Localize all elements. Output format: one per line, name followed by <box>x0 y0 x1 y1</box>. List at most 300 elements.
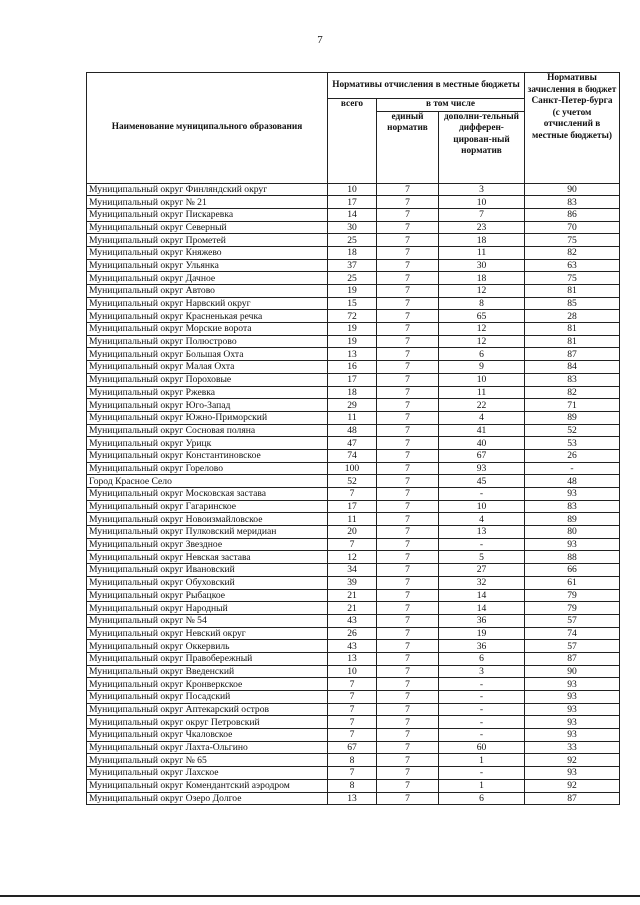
cell-additional-norm: - <box>439 767 525 780</box>
cell-single-norm: 7 <box>377 741 439 754</box>
cell-single-norm: 7 <box>377 779 439 792</box>
cell-spb-budget-norm: 81 <box>525 335 620 348</box>
cell-additional-norm: 14 <box>439 589 525 602</box>
cell-single-norm: 7 <box>377 526 439 539</box>
cell-spb-budget-norm: 79 <box>525 602 620 615</box>
cell-municipality-name: Муниципальный округ Ульянка <box>87 259 328 272</box>
table-row <box>87 285 620 298</box>
cell-single-norm: 7 <box>377 564 439 577</box>
cell-single-norm: 7 <box>377 310 439 323</box>
cell-municipality-name: Муниципальный округ Звездное <box>87 538 328 551</box>
cell-municipality-name: Муниципальный округ Пулковский меридиан <box>87 526 328 539</box>
cell-single-norm: 7 <box>377 513 439 526</box>
cell-municipality-name: Муниципальный округ Новоизмайловское <box>87 513 328 526</box>
table-row <box>87 449 620 462</box>
cell-single-norm: 7 <box>377 399 439 412</box>
cell-spb-budget-norm: 26 <box>525 449 620 462</box>
cell-total-norm: 18 <box>328 246 377 259</box>
cell-additional-norm: 41 <box>439 424 525 437</box>
cell-total-norm: 19 <box>328 335 377 348</box>
cell-municipality-name: Муниципальный округ Пороховые <box>87 373 328 386</box>
cell-single-norm: 7 <box>377 678 439 691</box>
cell-additional-norm: 1 <box>439 754 525 767</box>
cell-municipality-name: Муниципальный округ Рыбацкое <box>87 589 328 602</box>
table-row <box>87 576 620 589</box>
table-row <box>87 538 620 551</box>
cell-total-norm: 30 <box>328 221 377 234</box>
cell-municipality-name: Муниципальный округ Ржевка <box>87 386 328 399</box>
cell-municipality-name: Муниципальный округ Прометей <box>87 234 328 247</box>
cell-spb-budget-norm: 92 <box>525 779 620 792</box>
cell-municipality-name: Муниципальный округ Гагаринское <box>87 500 328 513</box>
cell-single-norm: 7 <box>377 614 439 627</box>
cell-spb-budget-norm: 93 <box>525 538 620 551</box>
cell-single-norm: 7 <box>377 373 439 386</box>
cell-total-norm: 19 <box>328 323 377 336</box>
cell-spb-budget-norm: 48 <box>525 475 620 488</box>
cell-total-norm: 19 <box>328 285 377 298</box>
table-row <box>87 246 620 259</box>
cell-single-norm: 7 <box>377 272 439 285</box>
cell-additional-norm: 14 <box>439 602 525 615</box>
cell-total-norm: 8 <box>328 779 377 792</box>
cell-total-norm: 10 <box>328 183 377 196</box>
table-row <box>87 335 620 348</box>
table-row <box>87 437 620 450</box>
budget-norms-table <box>86 72 620 805</box>
table-row <box>87 462 620 475</box>
page-number: 7 <box>317 34 323 46</box>
cell-total-norm: 39 <box>328 576 377 589</box>
cell-single-norm: 7 <box>377 335 439 348</box>
cell-additional-norm: - <box>439 538 525 551</box>
cell-additional-norm: 10 <box>439 500 525 513</box>
cell-total-norm: 7 <box>328 716 377 729</box>
table-row <box>87 208 620 221</box>
table-row <box>87 361 620 374</box>
cell-total-norm: 17 <box>328 373 377 386</box>
cell-total-norm: 7 <box>328 729 377 742</box>
cell-total-norm: 21 <box>328 602 377 615</box>
table-row <box>87 234 620 247</box>
cell-municipality-name: Муниципальный округ округ Петровский <box>87 716 328 729</box>
cell-municipality-name: Муниципальный округ Сосновая поляна <box>87 424 328 437</box>
table-row <box>87 703 620 716</box>
cell-total-norm: 16 <box>328 361 377 374</box>
cell-spb-budget-norm: 84 <box>525 361 620 374</box>
cell-municipality-name: Муниципальный округ № 54 <box>87 614 328 627</box>
table-row <box>87 678 620 691</box>
table-row <box>87 627 620 640</box>
cell-total-norm: 15 <box>328 297 377 310</box>
cell-additional-norm: 10 <box>439 196 525 209</box>
cell-total-norm: 7 <box>328 678 377 691</box>
cell-single-norm: 7 <box>377 437 439 450</box>
cell-total-norm: 10 <box>328 665 377 678</box>
cell-municipality-name: Муниципальный округ Аптекарский остров <box>87 703 328 716</box>
cell-additional-norm: - <box>439 488 525 501</box>
table-row <box>87 551 620 564</box>
cell-additional-norm: 7 <box>439 208 525 221</box>
table-row <box>87 310 620 323</box>
cell-municipality-name: Муниципальный округ Пискаревка <box>87 208 328 221</box>
table-row <box>87 475 620 488</box>
cell-spb-budget-norm: 53 <box>525 437 620 450</box>
cell-total-norm: 67 <box>328 741 377 754</box>
cell-municipality-name: Муниципальный округ Лахское <box>87 767 328 780</box>
cell-total-norm: 18 <box>328 386 377 399</box>
header-total: всего <box>328 99 377 184</box>
table-row <box>87 767 620 780</box>
cell-total-norm: 43 <box>328 614 377 627</box>
cell-total-norm: 7 <box>328 703 377 716</box>
cell-total-norm: 48 <box>328 424 377 437</box>
cell-single-norm: 7 <box>377 475 439 488</box>
cell-additional-norm: 12 <box>439 323 525 336</box>
header-municipality-name: Наименование муниципального образования <box>87 73 328 184</box>
header-additional-norm: дополни-тельный дифферен-цирован-ный норматив <box>439 111 525 183</box>
cell-single-norm: 7 <box>377 424 439 437</box>
cell-additional-norm: 45 <box>439 475 525 488</box>
cell-municipality-name: Муниципальный округ Московская застава <box>87 488 328 501</box>
cell-total-norm: 8 <box>328 754 377 767</box>
header-spb-budget-norms: Нормативы зачисления в бюджет Санкт-Петер-бурга (с учетом отчислений в местные бюджеты) <box>525 73 620 184</box>
table-row <box>87 526 620 539</box>
table-row <box>87 741 620 754</box>
table-row <box>87 500 620 513</box>
cell-single-norm: 7 <box>377 729 439 742</box>
cell-additional-norm: 6 <box>439 652 525 665</box>
cell-additional-norm: 27 <box>439 564 525 577</box>
cell-additional-norm: 3 <box>439 665 525 678</box>
cell-total-norm: 25 <box>328 272 377 285</box>
cell-municipality-name: Муниципальный округ Нарвский округ <box>87 297 328 310</box>
cell-spb-budget-norm: 71 <box>525 399 620 412</box>
table-row <box>87 652 620 665</box>
cell-spb-budget-norm: 66 <box>525 564 620 577</box>
cell-single-norm: 7 <box>377 602 439 615</box>
cell-municipality-name: Муниципальный округ Введенский <box>87 665 328 678</box>
cell-municipality-name: Муниципальный округ Лахта-Ольгино <box>87 741 328 754</box>
cell-total-norm: 13 <box>328 652 377 665</box>
cell-additional-norm: 11 <box>439 386 525 399</box>
cell-single-norm: 7 <box>377 259 439 272</box>
cell-total-norm: 13 <box>328 792 377 805</box>
cell-municipality-name: Муниципальный округ Красненькая речка <box>87 310 328 323</box>
cell-single-norm: 7 <box>377 576 439 589</box>
table-row <box>87 399 620 412</box>
cell-total-norm: 13 <box>328 348 377 361</box>
cell-spb-budget-norm: 82 <box>525 386 620 399</box>
cell-spb-budget-norm: - <box>525 462 620 475</box>
cell-total-norm: 12 <box>328 551 377 564</box>
cell-single-norm: 7 <box>377 348 439 361</box>
table-row <box>87 729 620 742</box>
cell-single-norm: 7 <box>377 551 439 564</box>
cell-additional-norm: 12 <box>439 285 525 298</box>
cell-municipality-name: Муниципальный округ Княжево <box>87 246 328 259</box>
cell-total-norm: 17 <box>328 500 377 513</box>
cell-spb-budget-norm: 87 <box>525 348 620 361</box>
cell-single-norm: 7 <box>377 297 439 310</box>
cell-municipality-name: Город Красное Село <box>87 475 328 488</box>
cell-additional-norm: 1 <box>439 779 525 792</box>
cell-spb-budget-norm: 83 <box>525 500 620 513</box>
header-single-norm: единый норматив <box>377 111 439 183</box>
cell-spb-budget-norm: 57 <box>525 614 620 627</box>
cell-single-norm: 7 <box>377 234 439 247</box>
cell-single-norm: 7 <box>377 703 439 716</box>
cell-municipality-name: Муниципальный округ Горелово <box>87 462 328 475</box>
cell-single-norm: 7 <box>377 196 439 209</box>
cell-single-norm: 7 <box>377 323 439 336</box>
cell-additional-norm: 9 <box>439 361 525 374</box>
cell-single-norm: 7 <box>377 361 439 374</box>
cell-municipality-name: Муниципальный округ Малая Охта <box>87 361 328 374</box>
cell-additional-norm: 12 <box>439 335 525 348</box>
cell-additional-norm: 40 <box>439 437 525 450</box>
cell-additional-norm: 11 <box>439 246 525 259</box>
cell-spb-budget-norm: 75 <box>525 272 620 285</box>
cell-spb-budget-norm: 28 <box>525 310 620 323</box>
cell-additional-norm: 65 <box>439 310 525 323</box>
table-row <box>87 348 620 361</box>
cell-single-norm: 7 <box>377 183 439 196</box>
cell-total-norm: 11 <box>328 513 377 526</box>
cell-single-norm: 7 <box>377 665 439 678</box>
cell-spb-budget-norm: 89 <box>525 513 620 526</box>
cell-single-norm: 7 <box>377 640 439 653</box>
cell-spb-budget-norm: 57 <box>525 640 620 653</box>
cell-additional-norm: 18 <box>439 234 525 247</box>
cell-municipality-name: Муниципальный округ Урицк <box>87 437 328 450</box>
cell-single-norm: 7 <box>377 754 439 767</box>
cell-additional-norm: 60 <box>439 741 525 754</box>
cell-spb-budget-norm: 93 <box>525 729 620 742</box>
cell-spb-budget-norm: 93 <box>525 678 620 691</box>
cell-spb-budget-norm: 93 <box>525 767 620 780</box>
cell-municipality-name: Муниципальный округ Полюстрово <box>87 335 328 348</box>
cell-additional-norm: - <box>439 691 525 704</box>
cell-total-norm: 20 <box>328 526 377 539</box>
cell-total-norm: 37 <box>328 259 377 272</box>
cell-additional-norm: 3 <box>439 183 525 196</box>
cell-single-norm: 7 <box>377 627 439 640</box>
cell-additional-norm: - <box>439 729 525 742</box>
bottom-rule <box>0 895 640 897</box>
table-row <box>87 513 620 526</box>
cell-additional-norm: 4 <box>439 513 525 526</box>
cell-additional-norm: 32 <box>439 576 525 589</box>
cell-municipality-name: Муниципальный округ Дачное <box>87 272 328 285</box>
table-row <box>87 323 620 336</box>
header-local-budget-norms: Нормативы отчисления в местные бюджеты <box>328 73 525 99</box>
cell-municipality-name: Муниципальный округ № 65 <box>87 754 328 767</box>
table-row <box>87 259 620 272</box>
cell-additional-norm: 23 <box>439 221 525 234</box>
cell-single-norm: 7 <box>377 691 439 704</box>
cell-municipality-name: Муниципальный округ Обуховский <box>87 576 328 589</box>
cell-total-norm: 43 <box>328 640 377 653</box>
table-row <box>87 614 620 627</box>
cell-spb-budget-norm: 79 <box>525 589 620 602</box>
table-row <box>87 221 620 234</box>
cell-municipality-name: Муниципальный округ Народный <box>87 602 328 615</box>
cell-spb-budget-norm: 85 <box>525 297 620 310</box>
cell-total-norm: 74 <box>328 449 377 462</box>
table-row <box>87 589 620 602</box>
table-row <box>87 792 620 805</box>
cell-total-norm: 72 <box>328 310 377 323</box>
cell-single-norm: 7 <box>377 246 439 259</box>
cell-single-norm: 7 <box>377 589 439 602</box>
cell-spb-budget-norm: 87 <box>525 652 620 665</box>
cell-municipality-name: Муниципальный округ Автово <box>87 285 328 298</box>
cell-total-norm: 14 <box>328 208 377 221</box>
table-row <box>87 183 620 196</box>
cell-total-norm: 7 <box>328 767 377 780</box>
cell-total-norm: 47 <box>328 437 377 450</box>
cell-municipality-name: Муниципальный округ Финляндский округ <box>87 183 328 196</box>
cell-municipality-name: Муниципальный округ Посадский <box>87 691 328 704</box>
cell-additional-norm: 36 <box>439 614 525 627</box>
cell-total-norm: 25 <box>328 234 377 247</box>
cell-spb-budget-norm: 61 <box>525 576 620 589</box>
cell-additional-norm: 4 <box>439 411 525 424</box>
cell-spb-budget-norm: 87 <box>525 792 620 805</box>
cell-single-norm: 7 <box>377 285 439 298</box>
cell-spb-budget-norm: 83 <box>525 196 620 209</box>
cell-additional-norm: 36 <box>439 640 525 653</box>
cell-spb-budget-norm: 89 <box>525 411 620 424</box>
table-row <box>87 754 620 767</box>
cell-total-norm: 11 <box>328 411 377 424</box>
cell-single-norm: 7 <box>377 488 439 501</box>
cell-spb-budget-norm: 93 <box>525 691 620 704</box>
cell-additional-norm: 30 <box>439 259 525 272</box>
cell-municipality-name: Муниципальный округ Константиновское <box>87 449 328 462</box>
cell-spb-budget-norm: 93 <box>525 488 620 501</box>
table-row <box>87 386 620 399</box>
table-row <box>87 373 620 386</box>
cell-total-norm: 17 <box>328 196 377 209</box>
cell-single-norm: 7 <box>377 538 439 551</box>
cell-spb-budget-norm: 90 <box>525 665 620 678</box>
table-row <box>87 297 620 310</box>
cell-spb-budget-norm: 52 <box>525 424 620 437</box>
cell-spb-budget-norm: 81 <box>525 285 620 298</box>
cell-additional-norm: 19 <box>439 627 525 640</box>
cell-municipality-name: Муниципальный округ Ивановский <box>87 564 328 577</box>
cell-single-norm: 7 <box>377 221 439 234</box>
table-row <box>87 564 620 577</box>
cell-total-norm: 21 <box>328 589 377 602</box>
cell-municipality-name: Муниципальный округ Комендантский аэродром <box>87 779 328 792</box>
cell-spb-budget-norm: 82 <box>525 246 620 259</box>
cell-total-norm: 26 <box>328 627 377 640</box>
cell-additional-norm: 6 <box>439 792 525 805</box>
cell-total-norm: 100 <box>328 462 377 475</box>
cell-total-norm: 52 <box>328 475 377 488</box>
cell-additional-norm: - <box>439 703 525 716</box>
cell-additional-norm: 8 <box>439 297 525 310</box>
cell-additional-norm: 67 <box>439 449 525 462</box>
cell-spb-budget-norm: 81 <box>525 323 620 336</box>
cell-spb-budget-norm: 83 <box>525 373 620 386</box>
cell-single-norm: 7 <box>377 449 439 462</box>
cell-municipality-name: Муниципальный округ Кронверкское <box>87 678 328 691</box>
cell-total-norm: 29 <box>328 399 377 412</box>
cell-municipality-name: Муниципальный округ Невская застава <box>87 551 328 564</box>
cell-single-norm: 7 <box>377 411 439 424</box>
cell-spb-budget-norm: 88 <box>525 551 620 564</box>
cell-single-norm: 7 <box>377 792 439 805</box>
table-row <box>87 665 620 678</box>
cell-municipality-name: Муниципальный округ Правобережный <box>87 652 328 665</box>
table-row <box>87 411 620 424</box>
table-row <box>87 716 620 729</box>
table-row <box>87 272 620 285</box>
cell-spb-budget-norm: 33 <box>525 741 620 754</box>
cell-spb-budget-norm: 74 <box>525 627 620 640</box>
table-row <box>87 602 620 615</box>
cell-total-norm: 34 <box>328 564 377 577</box>
cell-municipality-name: Муниципальный округ Южно-Приморский <box>87 411 328 424</box>
cell-municipality-name: Муниципальный округ Невский округ <box>87 627 328 640</box>
table-body <box>87 183 620 805</box>
table-row <box>87 779 620 792</box>
cell-spb-budget-norm: 93 <box>525 716 620 729</box>
cell-spb-budget-norm: 86 <box>525 208 620 221</box>
cell-single-norm: 7 <box>377 716 439 729</box>
cell-additional-norm: 6 <box>439 348 525 361</box>
cell-municipality-name: Муниципальный округ Оккервиль <box>87 640 328 653</box>
cell-additional-norm: - <box>439 678 525 691</box>
cell-municipality-name: Муниципальный округ № 21 <box>87 196 328 209</box>
cell-municipality-name: Муниципальный округ Юго-Запад <box>87 399 328 412</box>
cell-additional-norm: 5 <box>439 551 525 564</box>
cell-spb-budget-norm: 90 <box>525 183 620 196</box>
cell-additional-norm: 13 <box>439 526 525 539</box>
table-row <box>87 424 620 437</box>
cell-single-norm: 7 <box>377 500 439 513</box>
cell-single-norm: 7 <box>377 652 439 665</box>
cell-additional-norm: 18 <box>439 272 525 285</box>
table-row <box>87 196 620 209</box>
cell-additional-norm: - <box>439 716 525 729</box>
table-row <box>87 640 620 653</box>
cell-spb-budget-norm: 92 <box>525 754 620 767</box>
cell-single-norm: 7 <box>377 462 439 475</box>
cell-spb-budget-norm: 63 <box>525 259 620 272</box>
cell-additional-norm: 93 <box>439 462 525 475</box>
cell-single-norm: 7 <box>377 767 439 780</box>
cell-total-norm: 7 <box>328 488 377 501</box>
cell-total-norm: 7 <box>328 538 377 551</box>
cell-total-norm: 7 <box>328 691 377 704</box>
cell-municipality-name: Муниципальный округ Большая Охта <box>87 348 328 361</box>
cell-municipality-name: Муниципальный округ Чкаловское <box>87 729 328 742</box>
header-including: в том числе <box>377 99 525 112</box>
cell-municipality-name: Муниципальный округ Озеро Долгое <box>87 792 328 805</box>
cell-additional-norm: 10 <box>439 373 525 386</box>
table-row <box>87 488 620 501</box>
cell-additional-norm: 22 <box>439 399 525 412</box>
cell-municipality-name: Муниципальный округ Северный <box>87 221 328 234</box>
cell-municipality-name: Муниципальный округ Морские ворота <box>87 323 328 336</box>
cell-spb-budget-norm: 80 <box>525 526 620 539</box>
cell-spb-budget-norm: 75 <box>525 234 620 247</box>
